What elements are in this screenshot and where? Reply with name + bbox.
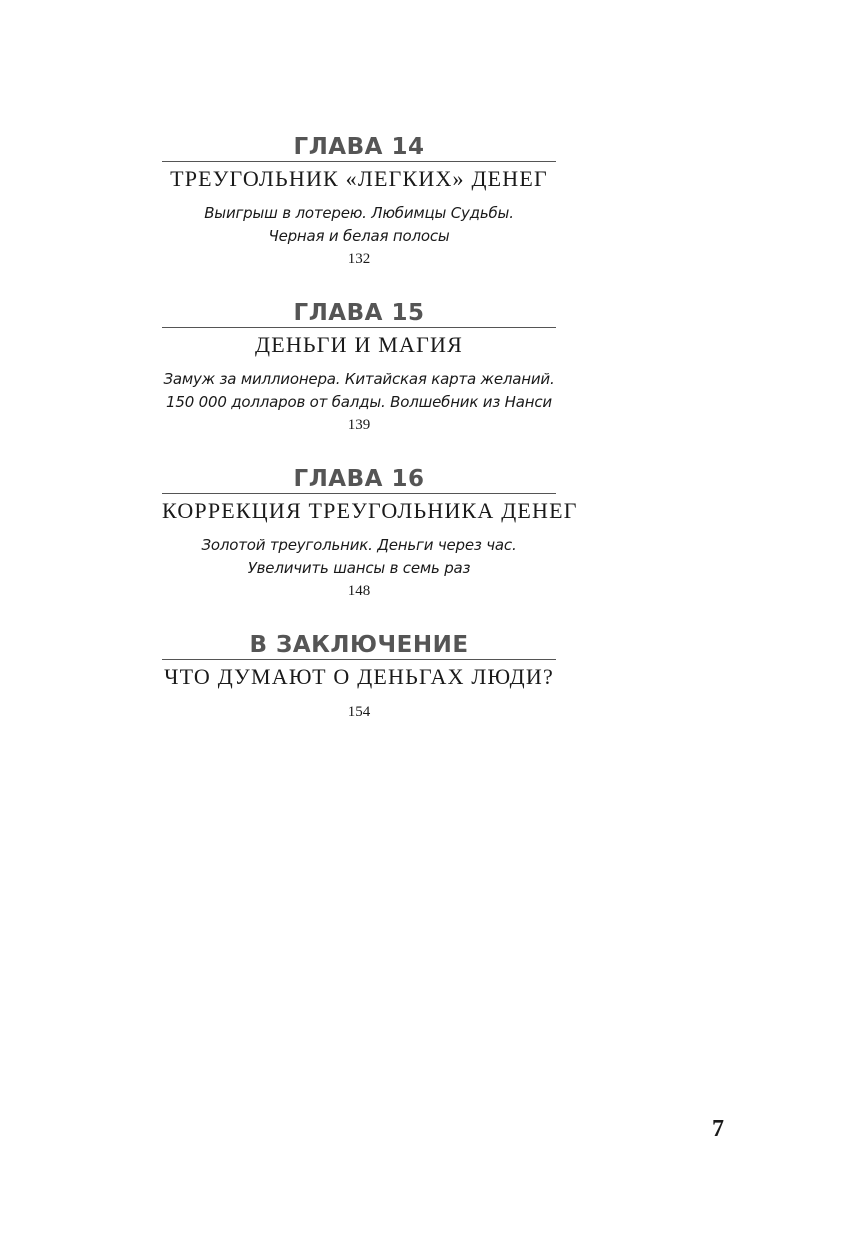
chapter-title: ДЕНЬГИ И МАГИЯ — [255, 332, 463, 357]
toc-entry-conclusion — [162, 631, 556, 722]
chapter-title: ЧТО ДУМАЮТ О ДЕНЬГАХ ЛЮДИ? — [164, 664, 554, 689]
folio-page-number: 7 — [712, 1116, 724, 1142]
subtitle-line: Замуж за миллионера. Китайская карта желаний. — [163, 370, 555, 388]
chapter-title: ТРЕУГОЛЬНИК «ЛЕГКИХ» ДЕНЕГ — [170, 166, 548, 191]
chapter-rule — [162, 493, 556, 494]
chapter-rule — [162, 161, 556, 162]
subtitle-line: 150 000 долларов от балды. Волшебник из Нанси — [166, 393, 552, 411]
chapter-subtitle — [162, 202, 556, 248]
chapter-subtitle — [162, 368, 556, 414]
page-number: 154 — [347, 704, 371, 720]
page-number: 139 — [347, 417, 371, 433]
chapter-title: КОРРЕКЦИЯ ТРЕУГОЛЬНИКА ДЕНЕГ — [162, 498, 578, 523]
chapter-label: В ЗАКЛЮЧЕНИЕ — [249, 632, 469, 658]
chapter-subtitle — [162, 534, 556, 580]
chapter-label: ГЛАВА 14 — [293, 134, 425, 160]
toc-entry-chapter-16 — [162, 465, 578, 601]
page-number: 132 — [347, 251, 371, 267]
toc-entry-chapter-15 — [162, 299, 556, 435]
subtitle-line: Увеличить шансы в семь раз — [247, 559, 471, 577]
chapter-label: ГЛАВА 15 — [293, 300, 425, 326]
page-number: 148 — [347, 583, 371, 599]
chapter-rule — [162, 659, 556, 660]
chapter-label: ГЛАВА 16 — [293, 466, 425, 492]
chapter-rule — [162, 327, 556, 328]
subtitle-line: Выигрыш в лотерею. Любимцы Судьбы. — [204, 204, 514, 222]
subtitle-line: Золотой треугольник. Деньги через час. — [201, 536, 517, 554]
subtitle-line: Черная и белая полосы — [268, 227, 450, 245]
toc-entry-chapter-14 — [162, 133, 556, 269]
